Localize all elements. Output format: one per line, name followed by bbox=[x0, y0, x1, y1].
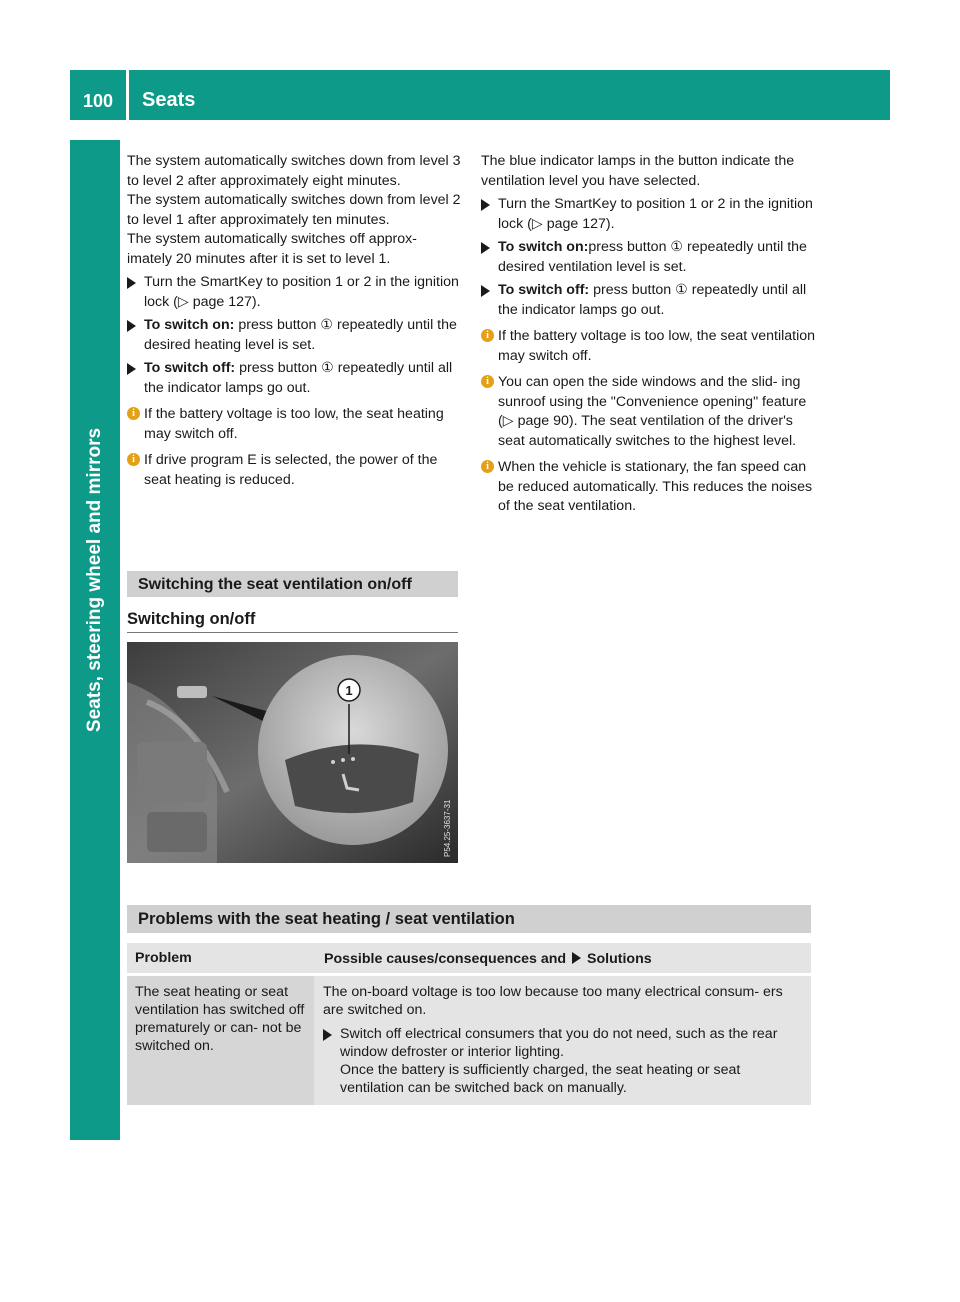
paragraph: The system automatically switches down from level 2 to level 1 after approximately ten minutes. bbox=[127, 192, 461, 228]
section-heading: Switching the seat ventilation on/off bbox=[127, 571, 458, 597]
instruction-step: Switch off electrical consumers that you do not need, such as the rear window defroster or interior lighting. Once the battery is sufficiently charged, the seat heating or seat ventilation can be switched back on manually. bbox=[323, 1025, 805, 1097]
info-note: i If the battery voltage is too low, the seat ventilation may switch off. bbox=[481, 327, 816, 366]
instruction-step: To switch on: press button ① repeatedly until the desired heating level is set. bbox=[127, 316, 462, 355]
table-row bbox=[127, 976, 811, 1105]
info-icon: i bbox=[481, 460, 494, 473]
problem-cell: The seat heating or seat ventilation has switched off prematurely or can- not be switched on. bbox=[127, 976, 314, 1105]
header-divider bbox=[126, 70, 129, 120]
instruction-step: Turn the SmartKey to position 1 or 2 in the ignition lock (▷ page 127). bbox=[481, 195, 816, 234]
subsection-heading: Switching on/off bbox=[127, 607, 458, 633]
page-number: 100 bbox=[82, 91, 114, 111]
info-icon: i bbox=[481, 329, 494, 342]
arrow-icon bbox=[481, 199, 490, 211]
arrow-icon bbox=[127, 363, 136, 375]
info-icon: i bbox=[127, 407, 140, 420]
paragraph: The system automatically switches off approx- imately 20 minutes after it is set to level 1. bbox=[127, 231, 417, 267]
arrow-icon bbox=[572, 952, 581, 964]
table-heading: Problems with the seat heating / seat ventilation bbox=[127, 905, 811, 933]
page-header bbox=[70, 70, 890, 120]
arrow-icon bbox=[323, 1029, 332, 1041]
info-icon: i bbox=[481, 375, 494, 388]
info-note: i You can open the side windows and the slid- ing sunroof using the "Convenience opening" feature (▷ page 90). The seat ventilation of the driver's seat automatically switches to the highest level. bbox=[481, 373, 816, 451]
table-header-row bbox=[127, 943, 811, 973]
solution-cell: The on-board voltage is too low because too many electrical consum- ers are switched on. Switch off electrical consumers that you do not need, such as the rear window defroster or interior lighting. Once the battery is sufficiently charged, the seat heating or seat ventilation can be switched back on manually. bbox=[323, 983, 805, 1097]
chapter-label: Seats, steering wheel and mirrors bbox=[84, 427, 105, 733]
info-note: i If the battery voltage is too low, the seat heating may switch off. bbox=[127, 405, 462, 444]
page-title: Seats bbox=[142, 89, 196, 111]
paragraph: The system automatically switches down from level 3 to level 2 after approximately eight minutes. bbox=[127, 153, 461, 189]
right-column bbox=[481, 152, 816, 517]
info-note: i When the vehicle is stationary, the fan speed can be reduced automatically. This reduces the noises of the seat ventilation. bbox=[481, 458, 816, 517]
instruction-step: To switch off: press button ① repeatedly until all the indicator lamps go out. bbox=[481, 281, 816, 320]
instruction-step: To switch off: press button ① repeatedly until all the indicator lamps go out. bbox=[127, 359, 462, 398]
paragraph: The blue indicator lamps in the button indicate the ventilation level you have selected. bbox=[481, 153, 795, 189]
arrow-icon bbox=[127, 277, 136, 289]
callout-label: 1 bbox=[345, 683, 353, 698]
column-header-problem: Problem bbox=[135, 950, 192, 966]
left-column bbox=[127, 152, 462, 490]
arrow-icon bbox=[127, 320, 136, 332]
image-code: P54.25-3637-31 bbox=[443, 799, 452, 857]
arrow-icon bbox=[481, 242, 490, 254]
instruction-step: To switch on:press button ① repeatedly until the desired ventilation level is set. bbox=[481, 238, 816, 277]
seat-ventilation-button-photo bbox=[127, 642, 458, 863]
info-icon: i bbox=[127, 453, 140, 466]
arrow-icon bbox=[481, 285, 490, 297]
column-header-solutions: Possible causes/consequences and Solutions bbox=[324, 951, 652, 967]
instruction-step: Turn the SmartKey to position 1 or 2 in the ignition lock (▷ page 127). bbox=[127, 273, 462, 312]
info-note: i If drive program E is selected, the power of the seat heating is reduced. bbox=[127, 451, 462, 490]
chapter-sidebar bbox=[70, 140, 120, 1140]
